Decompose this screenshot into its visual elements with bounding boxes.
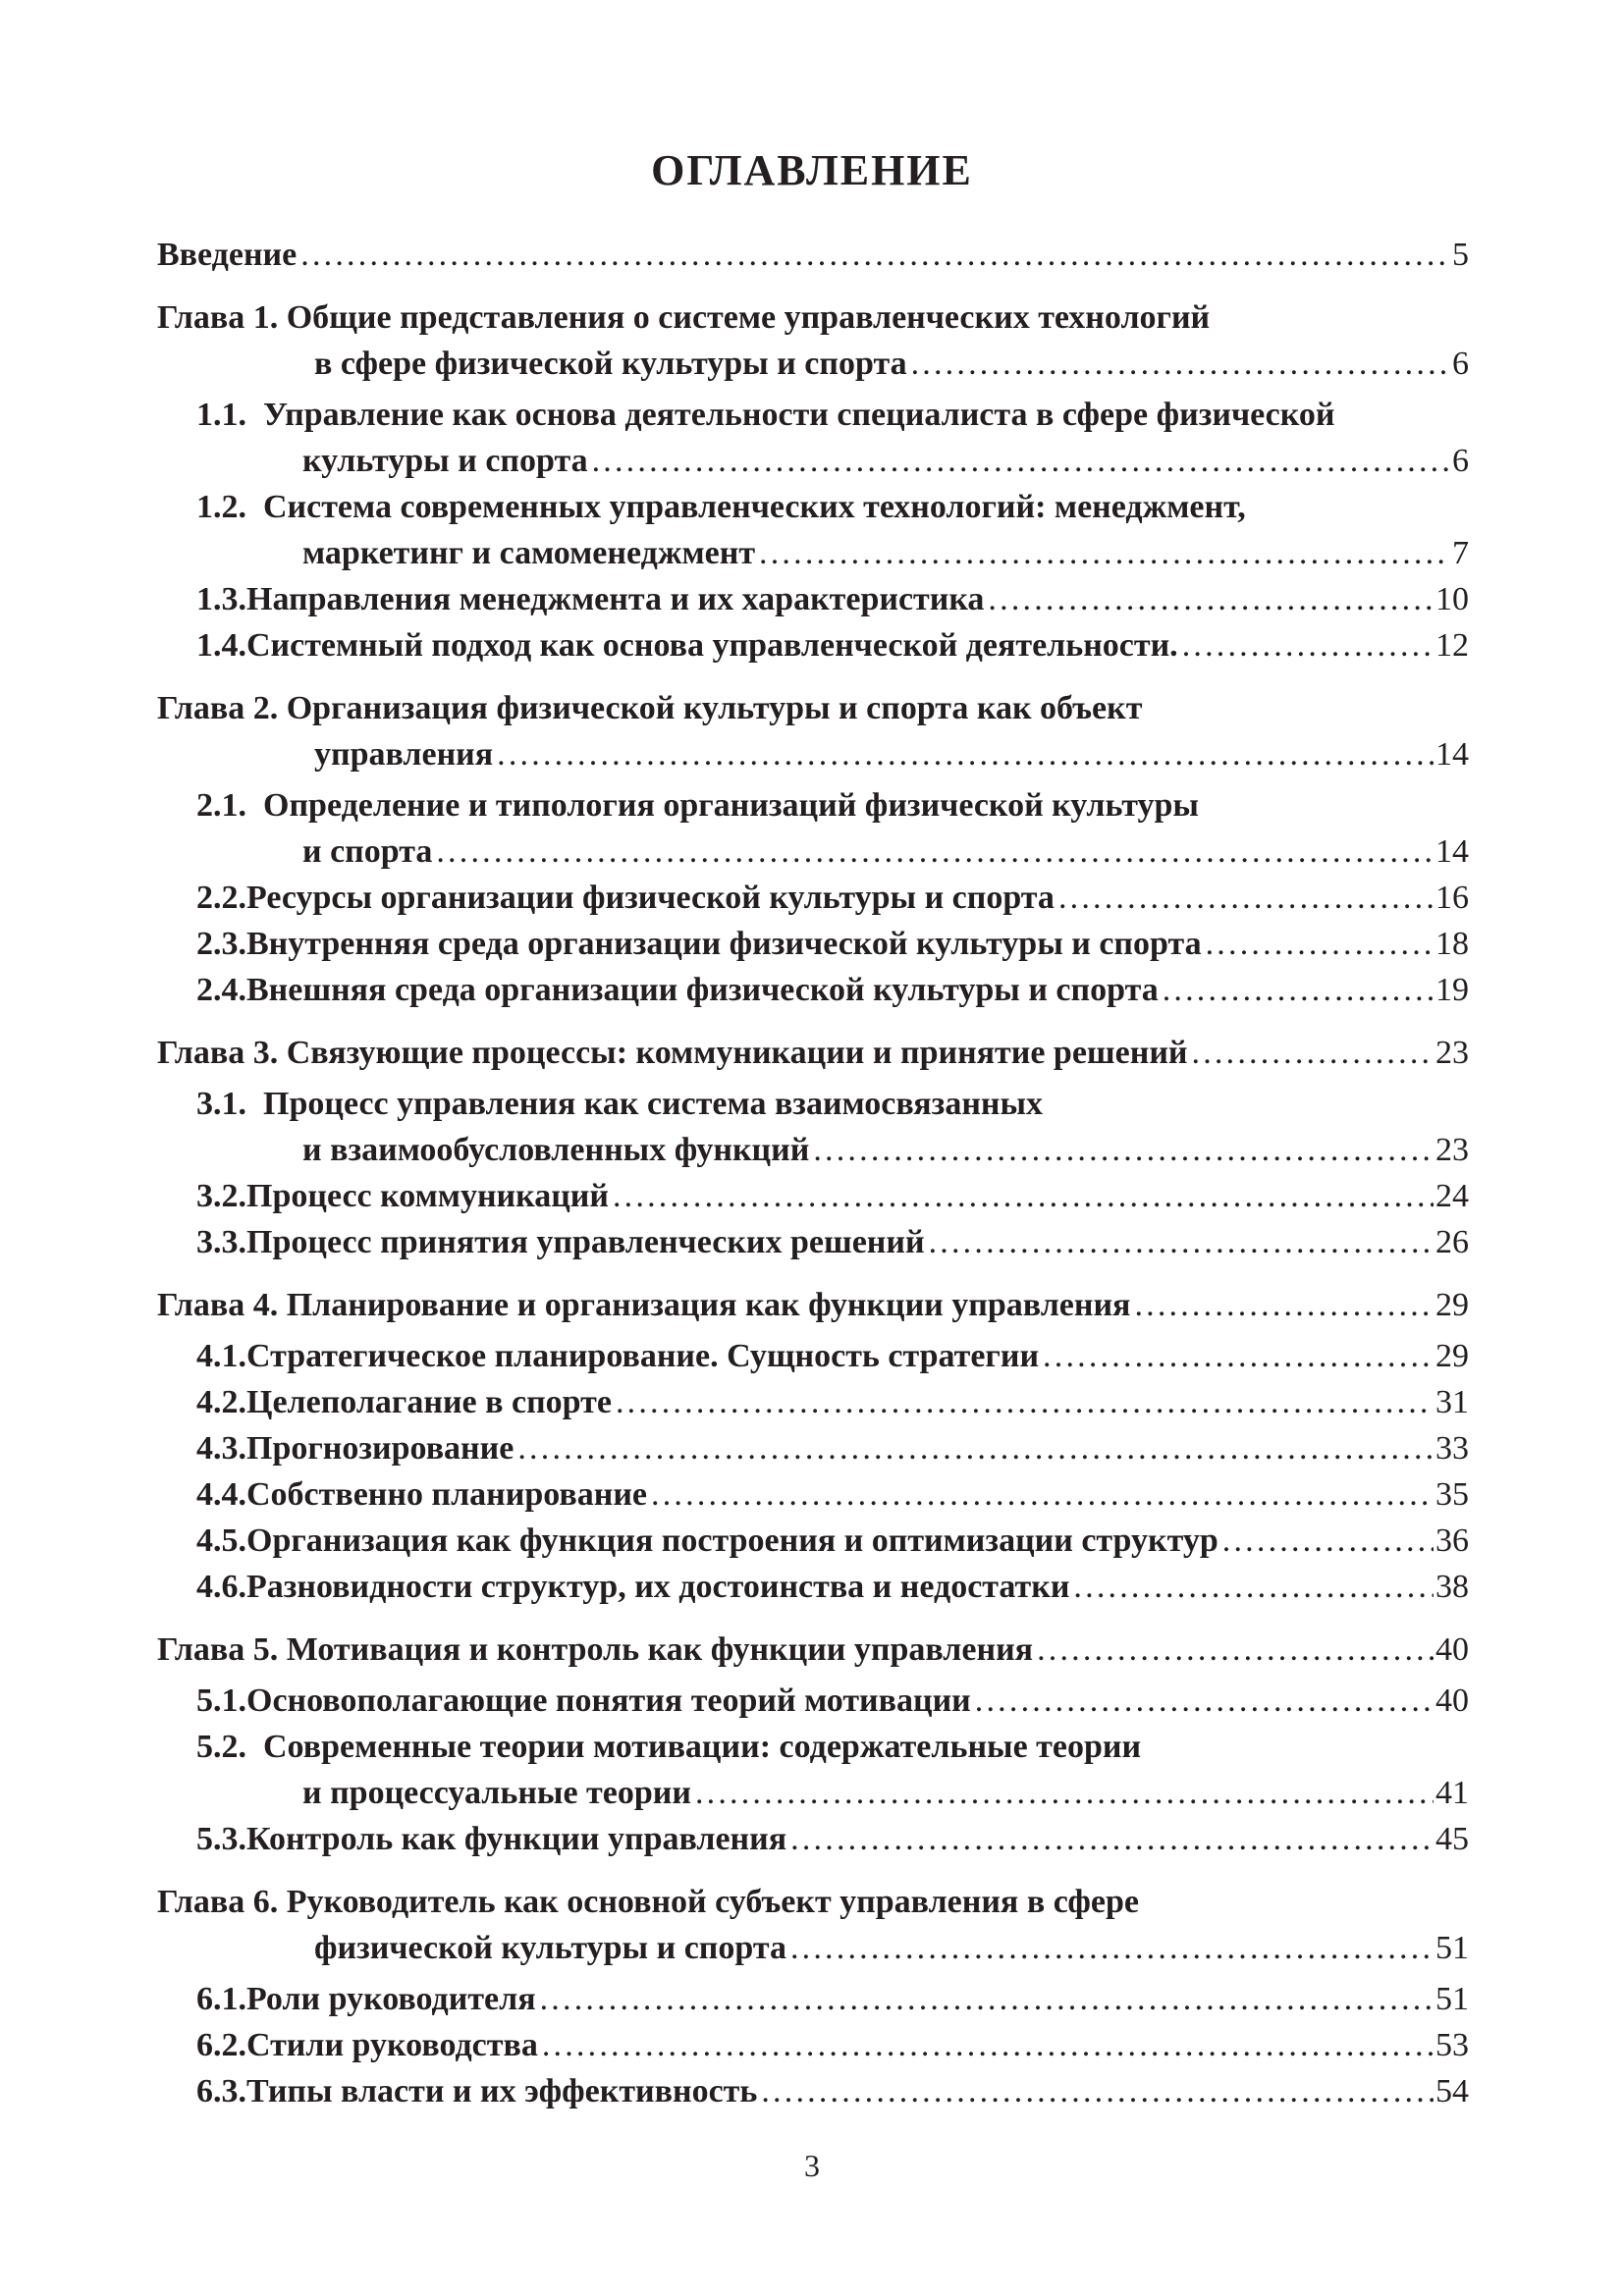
- page-ref: 10: [1435, 581, 1469, 617]
- toc-line: [196, 2068, 1469, 2114]
- section-number: 4.3.: [196, 1430, 246, 1467]
- entry-title: Глава 6. Руководитель как основной субъект управления в сфере: [157, 1884, 1139, 1920]
- page-ref: 23: [1435, 1035, 1469, 1071]
- toc-section[interactable]: [157, 1816, 1469, 1862]
- toc-chapter-4[interactable]: [157, 1282, 1469, 1610]
- dot-leader: [813, 1127, 1434, 1173]
- dot-leader: [542, 2022, 1434, 2068]
- entry-title: Собственно планирование: [246, 1476, 648, 1513]
- entry-title: Внутренняя среда организации физической культуры и спорта: [246, 926, 1202, 962]
- dot-leader: [988, 576, 1434, 622]
- dot-leader: [592, 438, 1450, 484]
- section-number: 3.2.: [196, 1178, 246, 1214]
- entry-title: маркетинг и самоменеджмент: [302, 535, 756, 571]
- entry-title: Прогнозирование: [246, 1430, 514, 1467]
- dot-leader: [761, 2068, 1434, 2114]
- entry-title: Процесс принятия управленческих решений: [246, 1224, 925, 1260]
- toc-section[interactable]: [157, 1678, 1469, 1724]
- page-ref: 19: [1435, 972, 1469, 1008]
- page-ref: 31: [1435, 1384, 1469, 1420]
- section-number: 2.4.: [196, 972, 246, 1008]
- entry-title: Ресурсы организации физической культуры и спорта: [246, 880, 1055, 916]
- toc-line: [196, 1770, 1469, 1816]
- entry-title: Глава 1. Общие представления о системе управленческих технологий: [157, 299, 1211, 336]
- toc-line: [196, 875, 1469, 921]
- entry-title: Основополагающие понятия теорий мотивации: [246, 1682, 971, 1719]
- dot-leader: [1182, 622, 1434, 668]
- toc-section[interactable]: [157, 2068, 1469, 2114]
- page-ref: 26: [1435, 1224, 1469, 1260]
- toc-line: [157, 232, 1469, 278]
- section-number: 4.4.: [196, 1476, 246, 1513]
- toc-line: [196, 622, 1469, 668]
- page-ref: 23: [1435, 1132, 1469, 1168]
- section-number: 1.4.: [196, 627, 246, 664]
- page-ref: 40: [1435, 1631, 1469, 1668]
- toc-line: [157, 294, 1469, 341]
- entry-title: Глава 2. Организация физической культуры и спорта как объект: [157, 690, 1143, 726]
- page-ref: 36: [1435, 1522, 1469, 1559]
- dot-leader: [975, 1678, 1434, 1724]
- entry-title: Система современных управленческих технологий: менеджмент,: [263, 489, 1246, 525]
- entry-title: в сфере физической культуры и спорта: [314, 346, 907, 382]
- dot-leader: [497, 731, 1434, 777]
- toc-section[interactable]: [157, 622, 1469, 668]
- toc-line: [196, 1471, 1469, 1518]
- toc-line: [196, 1564, 1469, 1610]
- toc-line: [196, 392, 1469, 438]
- page-ref: 14: [1435, 833, 1469, 870]
- section-number: 6.1.: [196, 1981, 246, 2017]
- entry-title: Глава 3. Связующие процессы: коммуникации и принятие решений: [157, 1035, 1188, 1071]
- entry-title: Глава 5. Мотивация и контроль как функции управления: [157, 1631, 1034, 1668]
- toc-line: [196, 1219, 1469, 1265]
- page-ref: 16: [1435, 880, 1469, 916]
- section-number: 2.2.: [196, 880, 246, 916]
- entry-title: Целеполагание в спорте: [246, 1384, 612, 1420]
- toc-section[interactable]: [157, 1976, 1469, 2022]
- toc-line: [157, 1282, 1469, 1328]
- page-ref: 54: [1435, 2073, 1469, 2109]
- toc-line: [196, 1173, 1469, 1219]
- entry-title: Стили руководства: [246, 2027, 538, 2063]
- toc-section[interactable]: [157, 1081, 1469, 1173]
- section-number: 5.2.: [196, 1729, 246, 1765]
- dot-leader: [759, 530, 1450, 576]
- section-number: 3.1.: [196, 1086, 246, 1122]
- entry-title: Введение: [157, 237, 298, 273]
- toc-section[interactable]: [157, 1219, 1469, 1265]
- dot-leader: [1163, 967, 1434, 1013]
- entry-title: и спорта: [302, 833, 433, 870]
- toc-line: [196, 1518, 1469, 1564]
- dot-leader: [616, 1379, 1434, 1425]
- toc-line: [196, 438, 1469, 484]
- section-number: 1.2.: [196, 489, 246, 525]
- toc-section[interactable]: [157, 1471, 1469, 1518]
- page-ref: 29: [1435, 1287, 1469, 1323]
- toc-section[interactable]: [157, 484, 1469, 576]
- toc-section[interactable]: [157, 875, 1469, 921]
- dot-leader: [1037, 1627, 1434, 1673]
- page-ref: 7: [1452, 535, 1469, 571]
- page-ref: 24: [1435, 1178, 1469, 1214]
- toc-line: [196, 2022, 1469, 2068]
- dot-leader: [436, 828, 1434, 875]
- toc-chapter-6[interactable]: [157, 1879, 1469, 2114]
- toc-line: [196, 1976, 1469, 2022]
- toc-line: [157, 1879, 1469, 1925]
- toc-line: [196, 1379, 1469, 1425]
- entry-title: и процессуальные теории: [302, 1775, 691, 1811]
- toc-section[interactable]: [157, 1724, 1469, 1816]
- page-ref: 12: [1435, 627, 1469, 664]
- section-list: [157, 1678, 1469, 1862]
- page-ref: 18: [1435, 926, 1469, 962]
- table-of-contents: [157, 232, 1469, 2114]
- entry-title: Контроль как функции управления: [246, 1821, 787, 1857]
- toc-section[interactable]: [157, 782, 1469, 875]
- entry-title: Управление как основа деятельности специалиста в сфере физической: [263, 397, 1335, 433]
- entry-title: Определение и типология организаций физической культуры: [263, 787, 1199, 824]
- entry-title: Стратегическое планирование. Сущность стратегии: [246, 1338, 1040, 1374]
- section-number: 3.3.: [196, 1224, 246, 1260]
- entry-title: Системный подход как основа управленческой деятельности.: [246, 627, 1178, 664]
- entry-title: управления: [314, 736, 494, 773]
- entry-title: Процесс коммуникаций: [246, 1178, 609, 1214]
- toc-line: [157, 1030, 1469, 1076]
- section-number: 2.1.: [196, 787, 246, 824]
- dot-leader: [613, 1173, 1434, 1219]
- dot-leader: [1058, 875, 1434, 921]
- dot-leader: [651, 1471, 1434, 1518]
- toc-line: [196, 1724, 1469, 1770]
- page-ref: 40: [1435, 1682, 1469, 1719]
- section-number: 2.3.: [196, 926, 246, 962]
- entry-title: Организация как функция построения и оптимизации структур: [246, 1522, 1218, 1559]
- toc-section[interactable]: [157, 1379, 1469, 1425]
- entry-title: физической культуры и спорта: [314, 1930, 786, 1966]
- page-ref: 53: [1435, 2027, 1469, 2063]
- page-ref: 38: [1435, 1569, 1469, 1605]
- entry-title: Направления менеджмента и их характеристика: [246, 581, 985, 617]
- entry-title: Глава 4. Планирование и организация как функции управления: [157, 1287, 1131, 1323]
- toc-line: [157, 1627, 1469, 1673]
- dot-leader: [517, 1425, 1434, 1471]
- page-ref: 29: [1435, 1338, 1469, 1374]
- toc-line: [196, 1678, 1469, 1724]
- section-list: [157, 1333, 1469, 1610]
- toc-line: [196, 1081, 1469, 1127]
- toc-chapter-3[interactable]: [157, 1030, 1469, 1265]
- toc-line: [196, 484, 1469, 530]
- toc-line: [196, 921, 1469, 967]
- toc-section[interactable]: [157, 1425, 1469, 1471]
- dot-leader: [790, 1925, 1434, 1971]
- section-number: 4.6.: [196, 1569, 246, 1605]
- entry-title: культуры и спорта: [302, 443, 588, 479]
- page-ref: 5: [1452, 237, 1469, 273]
- section-list: [157, 392, 1469, 668]
- section-list: [157, 782, 1469, 1013]
- section-number: 6.3.: [196, 2073, 246, 2109]
- dot-leader: [929, 1219, 1434, 1265]
- entry-title: Современные теории мотивации: содержательные теории: [263, 1729, 1142, 1765]
- page-ref: 41: [1435, 1775, 1469, 1811]
- toc-line: [196, 1816, 1469, 1862]
- section-number: 1.3.: [196, 581, 246, 617]
- page-number: 3: [804, 2148, 820, 2183]
- dot-leader: [695, 1770, 1434, 1816]
- entry-title: Типы власти и их эффективность: [246, 2073, 758, 2109]
- section-number: 1.1.: [196, 397, 246, 433]
- page-title: ОГЛАВЛЕНИЕ: [651, 146, 973, 194]
- entry-title: и взаимообусловленных функций: [302, 1132, 810, 1168]
- toc-chapter-2[interactable]: [157, 685, 1469, 1013]
- dot-leader: [1206, 921, 1434, 967]
- toc-section[interactable]: [157, 1333, 1469, 1379]
- toc-line: [196, 1127, 1469, 1173]
- toc-line: [196, 782, 1469, 828]
- section-number: 5.1.: [196, 1682, 246, 1719]
- section-number: 4.5.: [196, 1522, 246, 1559]
- section-number: 4.2.: [196, 1384, 246, 1420]
- toc-line: [196, 576, 1469, 622]
- toc-line: [196, 530, 1469, 576]
- dot-leader: [300, 232, 1450, 278]
- dot-leader: [1192, 1030, 1434, 1076]
- toc-chapter-5[interactable]: [157, 1627, 1469, 1862]
- page-ref: 14: [1435, 736, 1469, 773]
- toc-chapter-1[interactable]: [157, 294, 1469, 668]
- toc-section[interactable]: [157, 1518, 1469, 1564]
- entry-title: Роли руководителя: [246, 1981, 536, 2017]
- page-ref: 45: [1435, 1821, 1469, 1857]
- page-ref: 51: [1435, 1981, 1469, 2017]
- dot-leader: [540, 1976, 1434, 2022]
- toc-section[interactable]: [157, 921, 1469, 967]
- page-ref: 51: [1435, 1930, 1469, 1966]
- toc-section[interactable]: [157, 1173, 1469, 1219]
- section-list: [157, 1081, 1469, 1265]
- toc-line: [157, 341, 1469, 387]
- dot-leader: [1043, 1333, 1434, 1379]
- page-ref: 6: [1452, 443, 1469, 479]
- dot-leader: [790, 1816, 1434, 1862]
- toc-line: [196, 967, 1469, 1013]
- dot-leader: [911, 341, 1450, 387]
- toc-line: [196, 828, 1469, 875]
- section-number: 4.1.: [196, 1338, 246, 1374]
- toc-section[interactable]: [157, 392, 1469, 484]
- page-ref: 6: [1452, 346, 1469, 382]
- section-number: 6.2.: [196, 2027, 246, 2063]
- dot-leader: [1073, 1564, 1434, 1610]
- toc-line: [157, 685, 1469, 731]
- dot-leader: [1134, 1282, 1434, 1328]
- section-number: 5.3.: [196, 1821, 246, 1857]
- toc-section[interactable]: [157, 2022, 1469, 2068]
- page-ref: 33: [1435, 1430, 1469, 1467]
- toc-section[interactable]: [157, 1564, 1469, 1610]
- entry-title: Разновидности структур, их достоинства и недостатки: [246, 1569, 1070, 1605]
- page-ref: 35: [1435, 1476, 1469, 1513]
- dot-leader: [1222, 1518, 1434, 1564]
- toc-line: [196, 1425, 1469, 1471]
- toc-section[interactable]: [157, 576, 1469, 622]
- section-list: [157, 1976, 1469, 2114]
- entry-title: Процесс управления как система взаимосвязанных: [263, 1086, 1044, 1122]
- toc-line: [157, 1925, 1469, 1971]
- toc-line: [196, 1333, 1469, 1379]
- toc-section[interactable]: [157, 967, 1469, 1013]
- toc-line: [157, 731, 1469, 777]
- toc-entry-introduction[interactable]: [157, 232, 1469, 278]
- entry-title: Внешняя среда организации физической культуры и спорта: [246, 972, 1159, 1008]
